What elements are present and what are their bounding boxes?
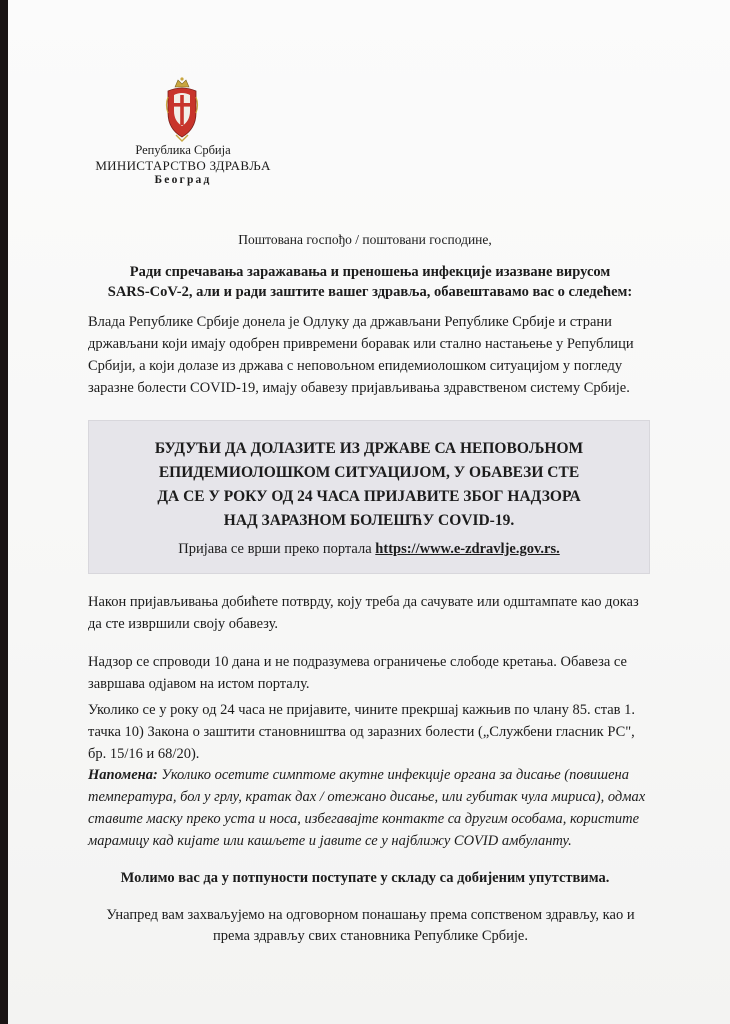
decision-paragraph <box>88 311 648 399</box>
paragraph-line: Влада Републике Србије донела је Одлуку да држављани Републике Србије и страни <box>88 314 612 330</box>
paragraph-line: држављани који имају одобрен привремени боравак или стално настањење у Републици <box>88 336 634 352</box>
paragraph-line: Србији, а који долазе из држава с неповољном епидемиолошком ситуацијом у погледу <box>88 358 623 374</box>
republic-name: Република Србија <box>135 143 231 157</box>
paragraph-line: бр. 15/16 и 68/20). <box>88 746 200 762</box>
intro-line: SARS-CoV-2, али и ради заштите вашег здравља, обавештавамо вас о следећем: <box>107 284 633 300</box>
letterhead <box>88 143 278 188</box>
closing-request: Молимо вас да у потпуности поступате у складу са добијеним упутствима. <box>120 870 610 886</box>
supervision-paragraph <box>88 651 648 695</box>
portal-instruction <box>89 541 649 558</box>
confirmation-paragraph <box>88 591 648 635</box>
salutation: Поштована госпођо / поштовани господине, <box>238 232 492 247</box>
notice-heading-line: ДА СЕ У РОКУ ОД 24 ЧАСА ПРИЈАВИТЕ ЗБОГ НАДЗОРА <box>157 488 581 505</box>
notice-heading <box>89 437 649 533</box>
paragraph-line: заразне болести COVID-19, имају обавезу пријављивања здравственом систему Србије. <box>88 380 630 396</box>
paragraph-line: тачка 10) Закона о заштити становништва од заразних болести („Службени гласник РС", <box>88 724 635 740</box>
ministry-name: МИНИСТАРСТВО ЗДРАВЉА <box>95 158 271 173</box>
paragraph-line: да сте извршили своју обавезу. <box>88 616 279 632</box>
note-first-line <box>88 764 648 786</box>
city-name: Београд <box>154 174 212 186</box>
note-label: Напомена: <box>88 767 158 783</box>
portal-link[interactable]: https://www.e-zdravlje.gov.rs. <box>375 541 560 557</box>
paragraph-line: Надзор се спроводи 10 дана и не подразумева ограничење слободе кретања. Обавеза се <box>88 654 627 670</box>
intro-line: Ради спречавања заражавања и преношења инфекције изазване вирусом <box>129 264 611 280</box>
note-line: марамицу кад кијате или кашљете и јавите се у најближу COVID амбуланту. <box>88 833 572 849</box>
paragraph-line: Унапред вам захваљујемо на одговорном понашању према сопственом здрављу, као и <box>106 907 635 923</box>
note-line: температура, бол у грлу, кратак дах / отежано дисање, или губитак чула мириса), одмах <box>88 789 646 805</box>
intro-statement <box>100 262 640 302</box>
notice-box <box>88 420 650 574</box>
penalty-paragraph <box>88 699 648 765</box>
paragraph-line: завршава одјавом на истом порталу. <box>88 676 310 692</box>
paragraph-line: Уколико се у року од 24 часа не пријавите, чините прекршај кажњив по члану 85. став 1. <box>88 702 636 718</box>
note-line: ставите маску преко уста и носа, избегавајте контакте са другим особама, користите <box>88 811 640 827</box>
paragraph-line: Након пријављивања добићете потврду, коју треба да сачувате или одштампате као доказ <box>88 594 639 610</box>
notice-heading-line: НАД ЗАРАЗНОМ БОЛЕШЋУ COVID-19. <box>223 512 515 529</box>
serbian-coat-of-arms-icon <box>162 73 202 143</box>
paragraph-line: према здрављу свих становника Републике Србије. <box>213 928 528 944</box>
note-text: Уколико осетите симптоме акутне инфекције органа за дисање (повишена <box>157 767 630 783</box>
portal-text: Пријава се врши преко портала <box>178 541 372 557</box>
notice-heading-line: ЕПИДЕМИОЛОШКОМ СИТУАЦИЈОМ, У ОБАВЕЗИ СТЕ <box>158 464 580 481</box>
note-paragraph <box>88 764 648 852</box>
notice-heading-line: БУДУЋИ ДА ДОЛАЗИТЕ ИЗ ДРЖАВЕ СА НЕПОВОЉНОМ <box>154 440 584 457</box>
final-paragraph <box>98 905 643 947</box>
